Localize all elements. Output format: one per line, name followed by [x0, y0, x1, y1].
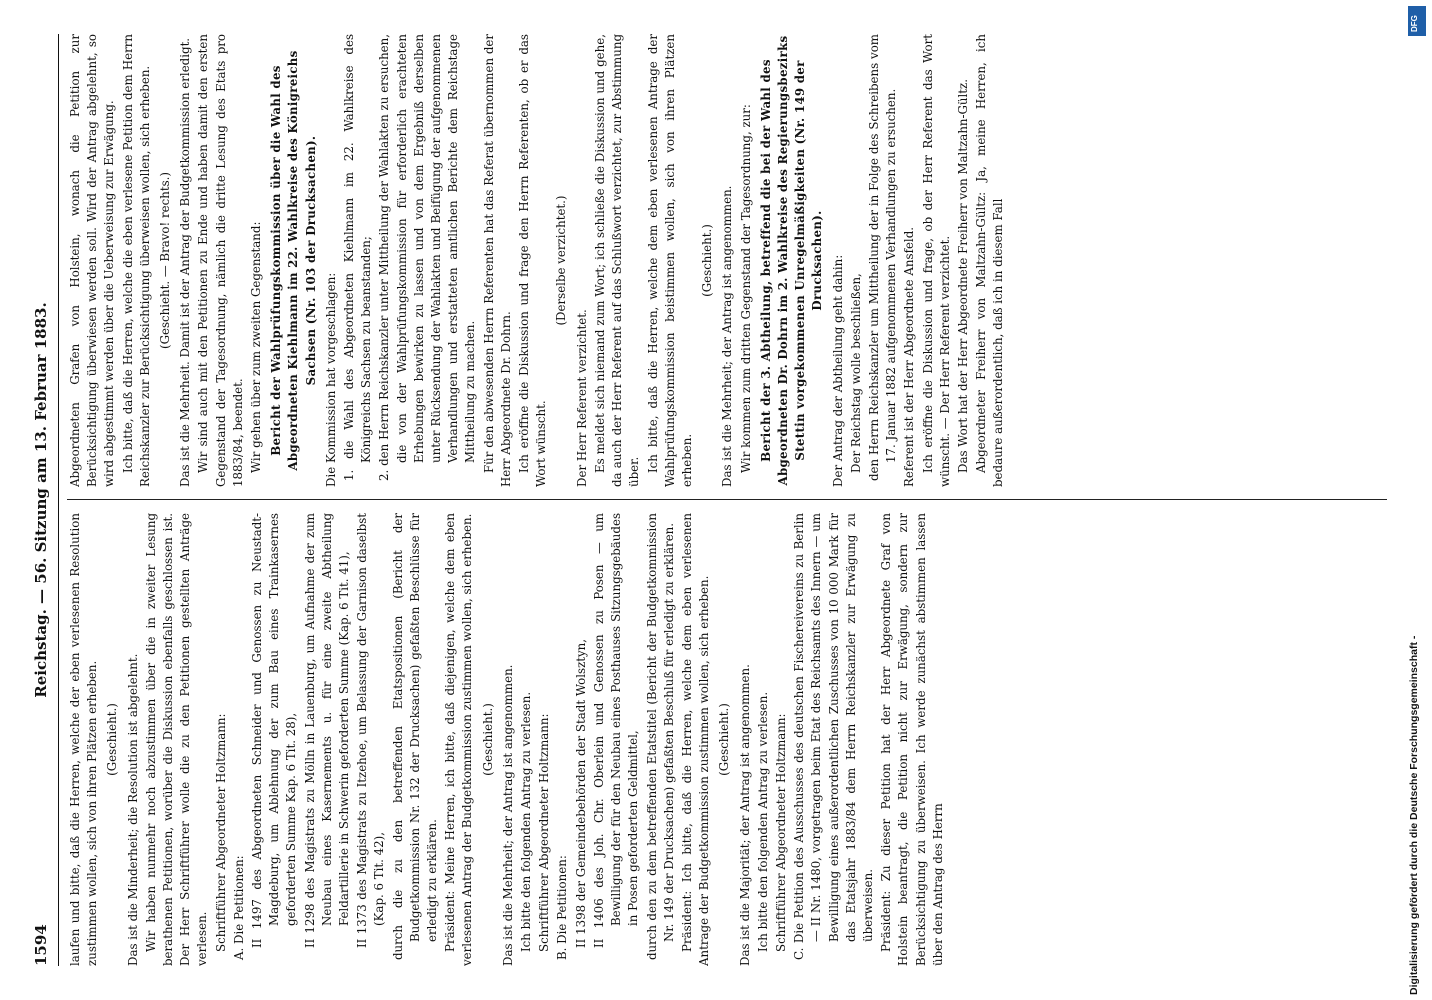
stage-direction: (Geschieht.) [700, 224, 715, 297]
paragraph: Das ist die Mehrheit. Damit ist der Antrag der Budgetkommission erledigt. [178, 37, 193, 487]
stage-direction: (Geschieht.) [480, 703, 495, 776]
text-columns [67, 34, 1387, 966]
paragraph: Der Herr Referent verzichtet. [574, 309, 589, 487]
paragraph: Der Antrag der Abtheilung geht dahin: [830, 254, 845, 487]
list-item: II 1497 des Abgeordneten Schneider und Genossen zu Neustadt-Magdeburg, um Ablehnung der zum Bau eines Trainkasernes geforderten Summe Kap. 6 Tit. 28), [250, 513, 299, 948]
paragraph: Das ist die Majorität; der Antrag ist angenommen. [737, 664, 752, 966]
paragraph: Der Reichstag wolle beschließen, [848, 273, 863, 473]
attribution-strip [1404, 0, 1430, 1000]
left-column [67, 513, 1387, 966]
speaker-line: Schriftführer Abgeordneter Holtzmann: [537, 713, 552, 952]
paragraph: Das Wort hat der Herr Abgeordnete Freiherr von Maltzahn-Gültz. [955, 79, 970, 473]
page-header [32, 34, 59, 966]
agenda-item-title: Bericht der Wahlprüfungskommission über die Wahl des Abgeordneten Kiehlmann im 22. Wahlkreise des Königreichs Sachsen (Nr. 103 der Drucksachen). [269, 50, 318, 471]
list-item: C. Die Petition des Ausschusses des deutschen Fischereivereins zu Berlin — II Nr. 1480, vorgetragen beim Etat des Reichsamts des Innern — um Bewilligung eines außerordentlichen Zuschusses von 10 000 Mark für das Etatsjahr 1883/84 dem Herrn Reichskanzler zur Erwägung zu überweisen. [792, 513, 875, 960]
paragraph: Wir kommen zum dritten Gegenstand der Tagesordnung, zur: [738, 104, 753, 473]
paragraph: Wir gehen über zum zweiten Gegenstand: [249, 221, 264, 473]
paragraph: den Herrn Reichskanzler um Mittheilung der in Folge des Schreibens vom 17. Januar 1882 aufgenommenen Verhandlungen zu ersuchen. [866, 34, 899, 481]
paragraph: Wir haben nunmehr noch abzustimmen über die in zweiter Lesung berathenen Petitionen, worüber die Diskussion ebenfalls geschlossen ist. Der Herr Schriftführer wolle die zu den Petitionen gestellten Anträge verlesen. [143, 513, 210, 966]
page-number: 1594 [32, 924, 50, 966]
president-speech: Präsident: Meine Herren, ich bitte, daß diejenigen, welche dem eben verlesenen Antrag der Budgetkommission zustimmen wollen, sich erheben. [443, 513, 475, 966]
agenda-item-title: Bericht der 3. Abtheilung, betreffend die bei der Wahl des Abgeordneten Dr. Dohrn im 2. Wahlkreise des Regierungsbezirks Stettin vorgekommenen Unregelmäßigkeiten (Nr. 149 der Drucksachen). [758, 35, 825, 486]
paragraph: laufen und bitte, daß die Herren, welche der eben verlesenen Resolution zustimmen wollen, sich von ihren Plätzen erheben. [68, 513, 100, 966]
stage-direction: (Geschieht. — Bravo! rechts.) [158, 172, 173, 349]
running-title: Reichstag. — 56. Sitzung am 13. Februar 1883. [32, 302, 50, 698]
speaker-line: Schriftführer Abgeordneter Holtzmann: [213, 713, 228, 952]
paragraph: Abgeordneten Grafen von Holstein, wonach die Petition zur Berücksichtigung überwiesen werden soll. Wird der Antrag abgelehnt, so wird abgestimmt werden über die Ueberweisung zur Erwägung. [68, 34, 117, 487]
list-item: II 1298 des Magistrats zu Mölln in Lauenburg, um Aufnahme der zum Neubau eines Kasernements u. für eine zweite Abtheilung Feldartillerie in Schwerin geforderten Summe (Kap. 6 Tit. 41), [302, 513, 352, 948]
paragraph: Ich bitte, daß die Herren, welche die eben verlesene Petition dem Herrn Reichskanzler zur Berücksichtigung überweisen wollen, sich erheben. [120, 34, 152, 487]
attribution-text: Digitalisierung gefördert durch die Deutsche Forschungsgemeinschaft - [1408, 635, 1420, 995]
stage-direction: (Geschieht.) [717, 703, 732, 776]
paragraph: Wir sind auch mit den Petitionen zu Ende und haben damit den ersten Gegenstand der Tagesordnung, nämlich die dritte Lesung des Etats pro 1883/84, beendet. [196, 34, 245, 487]
right-column [67, 34, 1387, 487]
paragraph: Es meldet sich niemand zum Wort; ich schließe die Diskussion und gehe, da auch der Herr Referent auf das Schlußwort verzichtet, zur Abstimmung über. [592, 34, 642, 487]
speaker-speech: Abgeordneter Freiherr von Maltzahn-Gültz: Ja, meine Herren, ich bedaure außerordentlich, daß ich in diesem Fall [974, 34, 1006, 487]
paragraph: Ich bitte den folgenden Antrag zu verlesen. [755, 691, 770, 952]
list-heading: A. Die Petitionen: [231, 855, 246, 960]
column-divider [67, 499, 1387, 500]
president-speech: Präsident: Ich bitte, daß die Herren, welche dem eben verlesenen Antrage der Budgetkommission zustimmen wollen, sich erheben. [679, 513, 712, 966]
paragraph: durch den zu dem betreffenden Etatstitel (Bericht der Budgetkommission Nr. 149 der Drucksachen) gefaßten Beschluß für erledigt zu erklären. [644, 513, 676, 960]
stage-direction: (Derselbe verzichtet.) [554, 195, 569, 326]
paragraph: Referent ist der Herr Abgeordnete Ansfeld. [902, 227, 917, 487]
list-heading: B. Die Petitionen: [555, 855, 570, 960]
paragraph: Ich eröffne die Diskussion und frage den Herrn Referenten, ob er das Wort wünscht. [517, 34, 549, 487]
list-item: II 1373 des Magistrats zu Itzehoe, um Belassung der Garnison daselbst (Kap. 6 Tit. 42), [355, 513, 387, 948]
paragraph: durch die zu den betreffenden Etatspositionen (Bericht der Budgetkommission Nr. 132 der Drucksachen) gefaßten Beschlüsse für erledigt zu erklären. [390, 513, 440, 960]
dfg-logo: DFG [1408, 6, 1426, 36]
paragraph: Die Kommission hat vorgeschlagen: [323, 272, 338, 487]
paragraph: Das ist die Minderheit; die Resolution ist abgelehnt. [125, 653, 140, 966]
paragraph: Ich bitte, daß die Herren, welche dem eben verlesenen Antrage der Wahlprüfungskommission beistimmen wollen, sich von ihren Plätzen erheben. [645, 34, 694, 487]
paragraph: Das ist die Mehrheit; der Antrag ist angenommen. [720, 185, 735, 487]
list-item: II 1398 der Gemeindebehörden der Stadt Wolsztyn, [573, 638, 588, 948]
paragraph: Ich eröffne die Diskussion und frage, ob der Herr Referent das Wort wünscht. — Der Herr Referent verzichtet. [920, 34, 952, 487]
list-item: 1. die Wahl des Abgeordneten Kiehlmann im 22. Wahlkreise des Königreichs Sachsen zu beanstanden; [342, 34, 374, 481]
president-speech: Präsident: Zu dieser Petition hat der Herr Abgeordnete Graf von Holstein beantragt, die Petition nicht zur Erwägung, sondern zur Berücksichtigung zu überweisen. Ich werde zunächst abstimmen lassen über den Antrag des Herrn [879, 513, 945, 966]
stage-direction: (Geschieht.) [105, 703, 120, 776]
paragraph: Das ist die Mehrheit; der Antrag ist angenommen. [500, 664, 515, 966]
paragraph: Für den abwesenden Herrn Referenten hat das Referat übernommen der Herr Abgeordnete Dr. Dohrn. [481, 34, 513, 487]
list-item: 2. den Herrn Reichskanzler unter Mittheilung der Wahlakten zu ersuchen, die von der Wahlprüfungskommission für erforderlich erachteten Erhebungen bewirken zu lassen und von dem Ergebniß derselben unter Rücksendung der Wahlakten und Beifügung der aufgenommenen Verhandlungen und erstatteten amtlichen Berichte dem Reichstage Mittheilung zu machen. [377, 34, 478, 481]
speaker-line: Schriftführer Abgeordneter Holtzmann: [773, 713, 788, 952]
list-item: II 1406 des Joh. Chr. Oberlein und Genossen zu Posen — um Bewilligung der für den Neubau eines Posthauses Sitzungsgebäudes in Posen geforderten Geldmittel, [591, 513, 641, 948]
paragraph: Ich bitte den folgenden Antrag zu verlesen. [519, 691, 534, 952]
